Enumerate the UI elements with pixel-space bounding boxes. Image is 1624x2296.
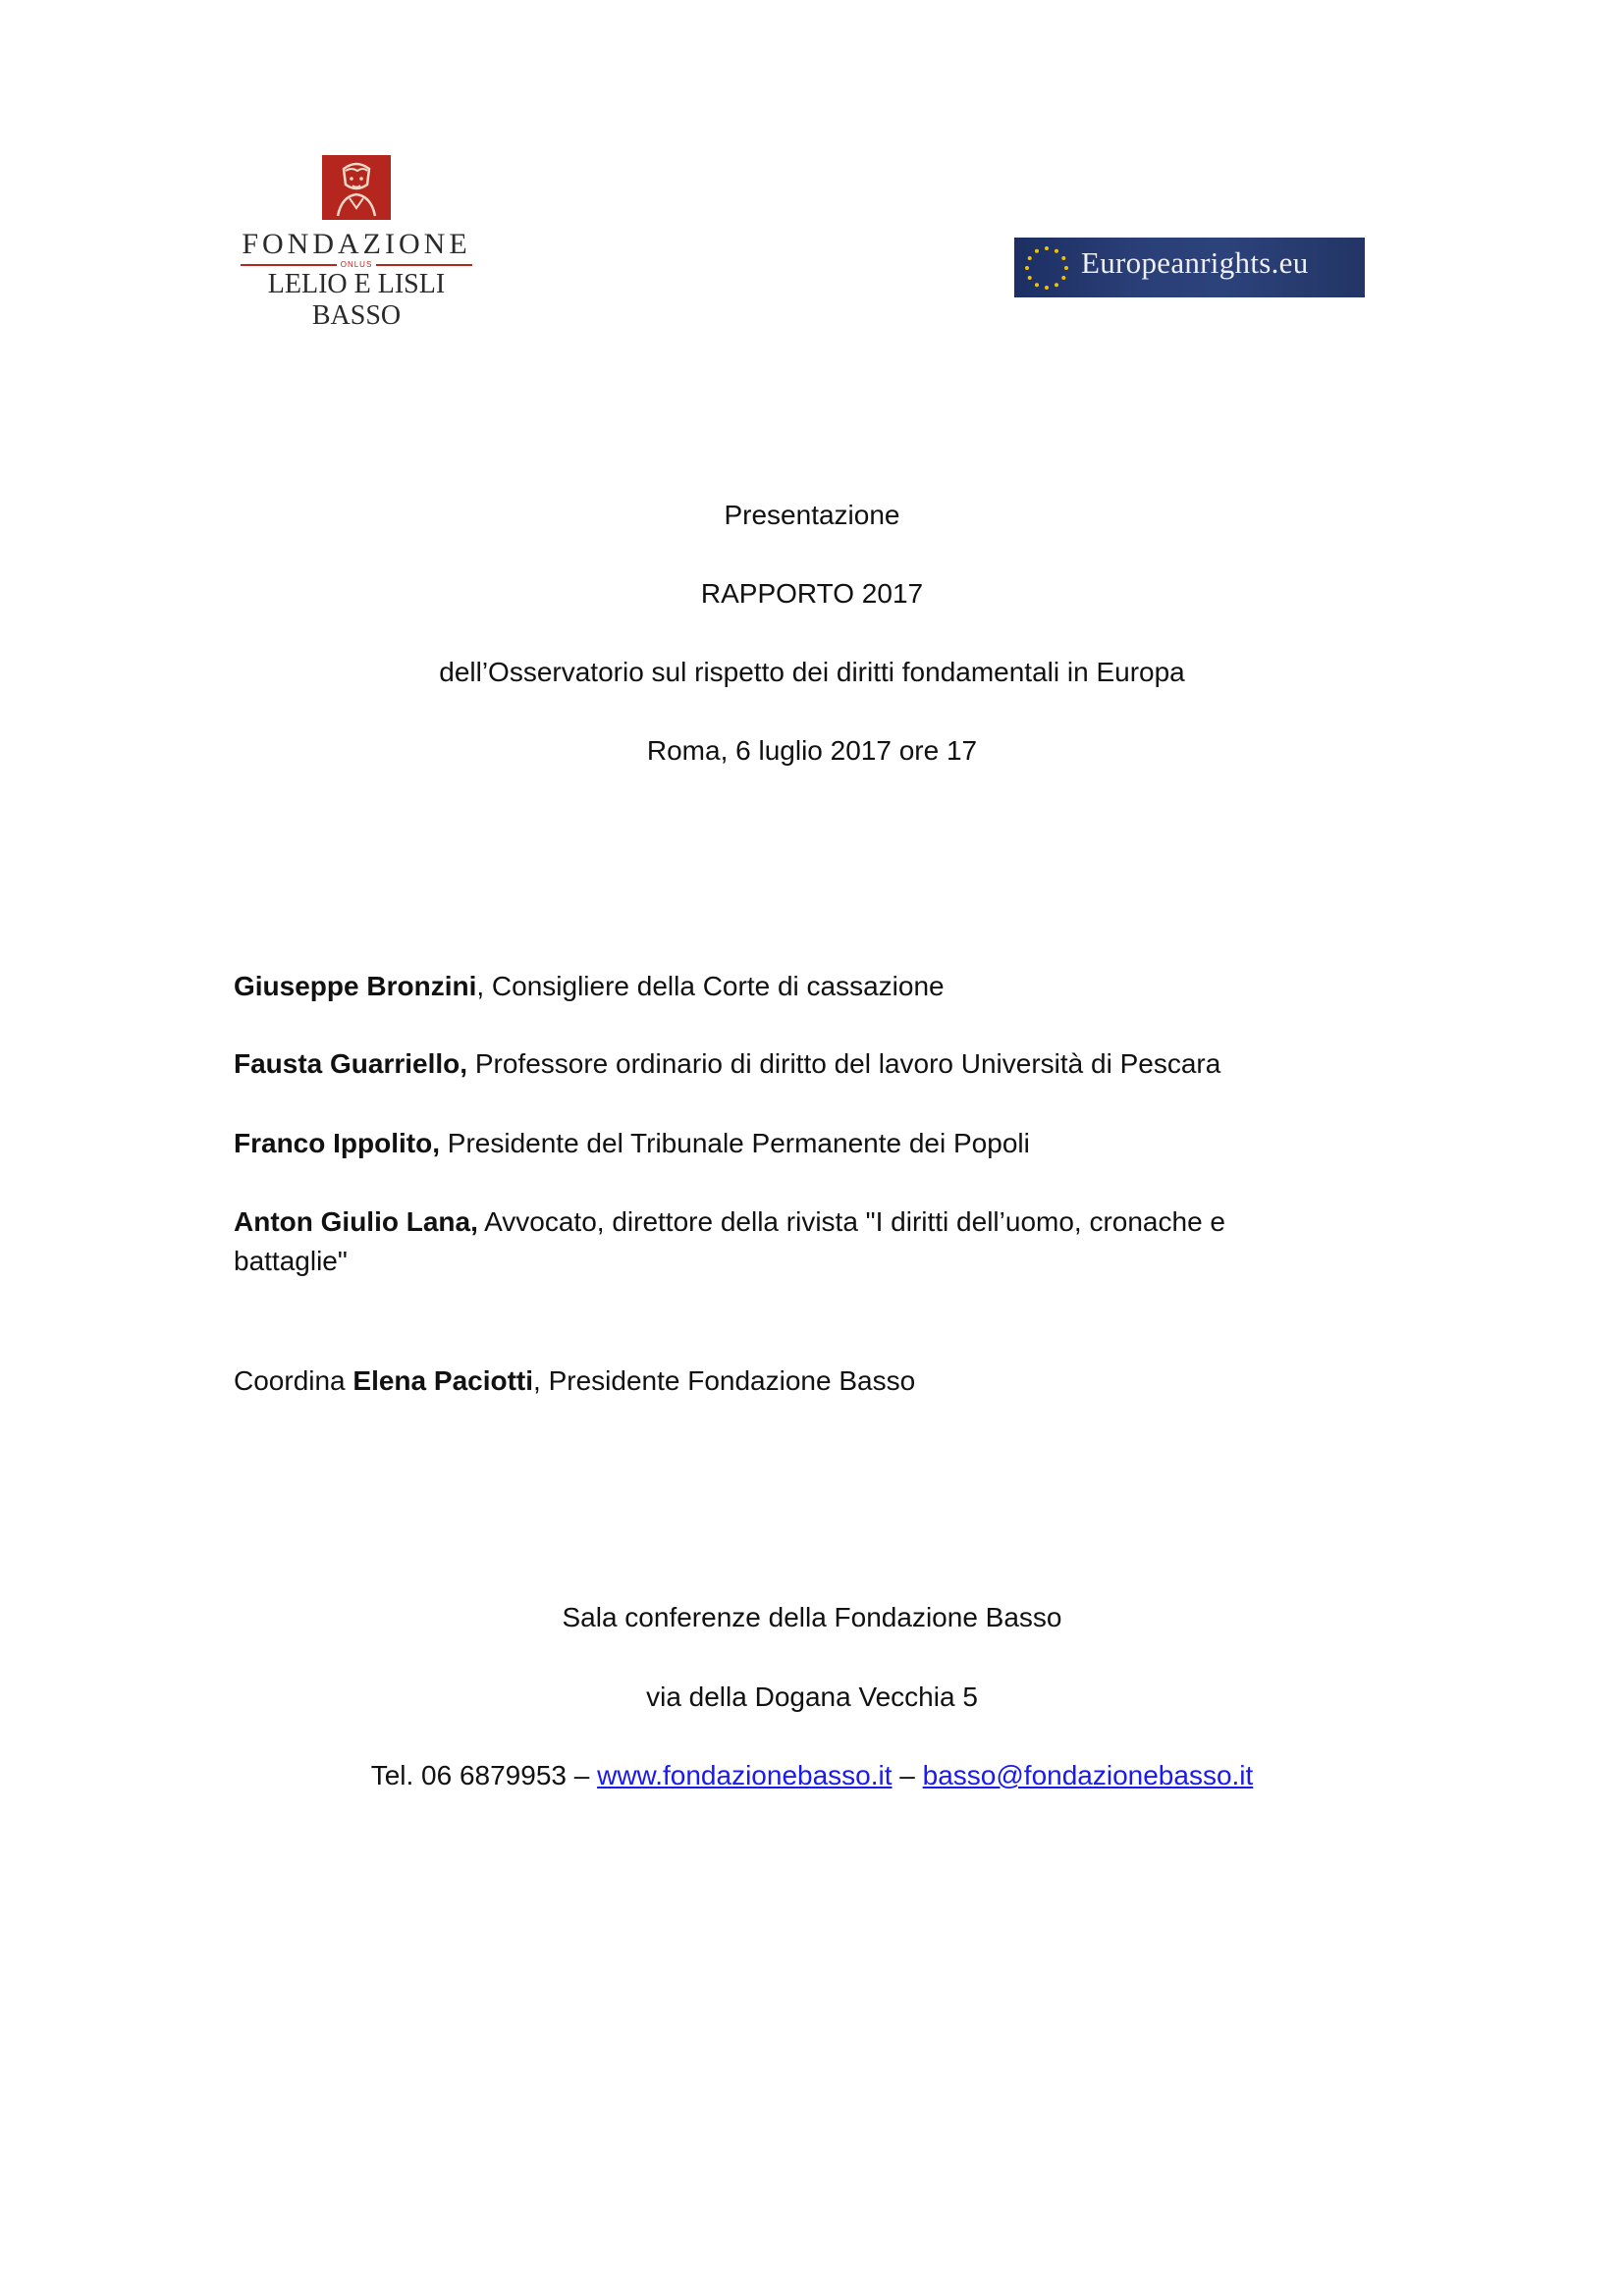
fondazione-basso-logo	[239, 155, 474, 331]
speaker-separator	[467, 1048, 475, 1079]
report-subtitle: dell’Osservatorio sul rispetto dei diritti fondamentali in Europa	[439, 657, 1185, 687]
europeanrights-logo	[1014, 238, 1365, 297]
portrait-emblem-icon	[322, 155, 391, 220]
venue-address: via della Dogana Vecchia 5	[646, 1682, 978, 1712]
europeanrights-logo-text: Europeanrights.eu	[1081, 245, 1309, 280]
speaker-separator: ,	[476, 971, 492, 1001]
website-link[interactable]: www.fondazionebasso.it	[597, 1760, 893, 1790]
contact-separator: –	[892, 1760, 923, 1790]
speaker-role: Consigliere della Corte di cassazione	[491, 971, 945, 1001]
coordinator-role: , Presidente Fondazione Basso	[533, 1365, 916, 1396]
logo-onlus-tag: ONLUS	[337, 260, 376, 270]
speaker-name: Franco Ippolito,	[234, 1128, 440, 1158]
logo-foundation-word: FONDAZIONE	[242, 228, 471, 260]
contact-line	[0, 1759, 1624, 1792]
speaker-role: Professore ordinario di diritto del lavoro Università di Pescara	[474, 1048, 1221, 1079]
coordinator-name: Elena Paciotti	[352, 1365, 534, 1396]
speaker-name: Giuseppe Bronzini	[234, 971, 477, 1001]
coordinator-line	[234, 1362, 1363, 1401]
speaker-separator	[440, 1128, 448, 1158]
event-date: Roma, 6 luglio 2017 ore 17	[646, 735, 978, 766]
eu-stars-icon	[1022, 243, 1071, 293]
phone-number: Tel. 06 6879953 –	[370, 1760, 598, 1790]
speaker-entry	[234, 1124, 1363, 1163]
speaker-entry	[234, 1202, 1343, 1281]
presentation-heading: Presentazione	[724, 500, 900, 530]
speaker-name: Fausta Guarriello,	[234, 1048, 468, 1079]
speaker-role: Presidente del Tribunale Permanente dei Popoli	[447, 1128, 1030, 1158]
venue-hall: Sala conferenze della Fondazione Basso	[562, 1602, 1062, 1632]
report-title: RAPPORTO 2017	[700, 578, 924, 609]
speaker-entry	[234, 1044, 1363, 1084]
logo-names: LELIO E LISLI BASSO	[267, 269, 446, 331]
email-link[interactable]: basso@fondazionebasso.it	[922, 1760, 1254, 1790]
speaker-name: Anton Giulio Lana,	[234, 1206, 478, 1237]
coordinator-prefix: Coordina	[234, 1365, 353, 1396]
speaker-entry	[234, 967, 1363, 1006]
speaker-role: Avvocato, direttore della rivista "I diritti dell’uomo, cronache e battaglie"	[234, 1206, 1226, 1276]
